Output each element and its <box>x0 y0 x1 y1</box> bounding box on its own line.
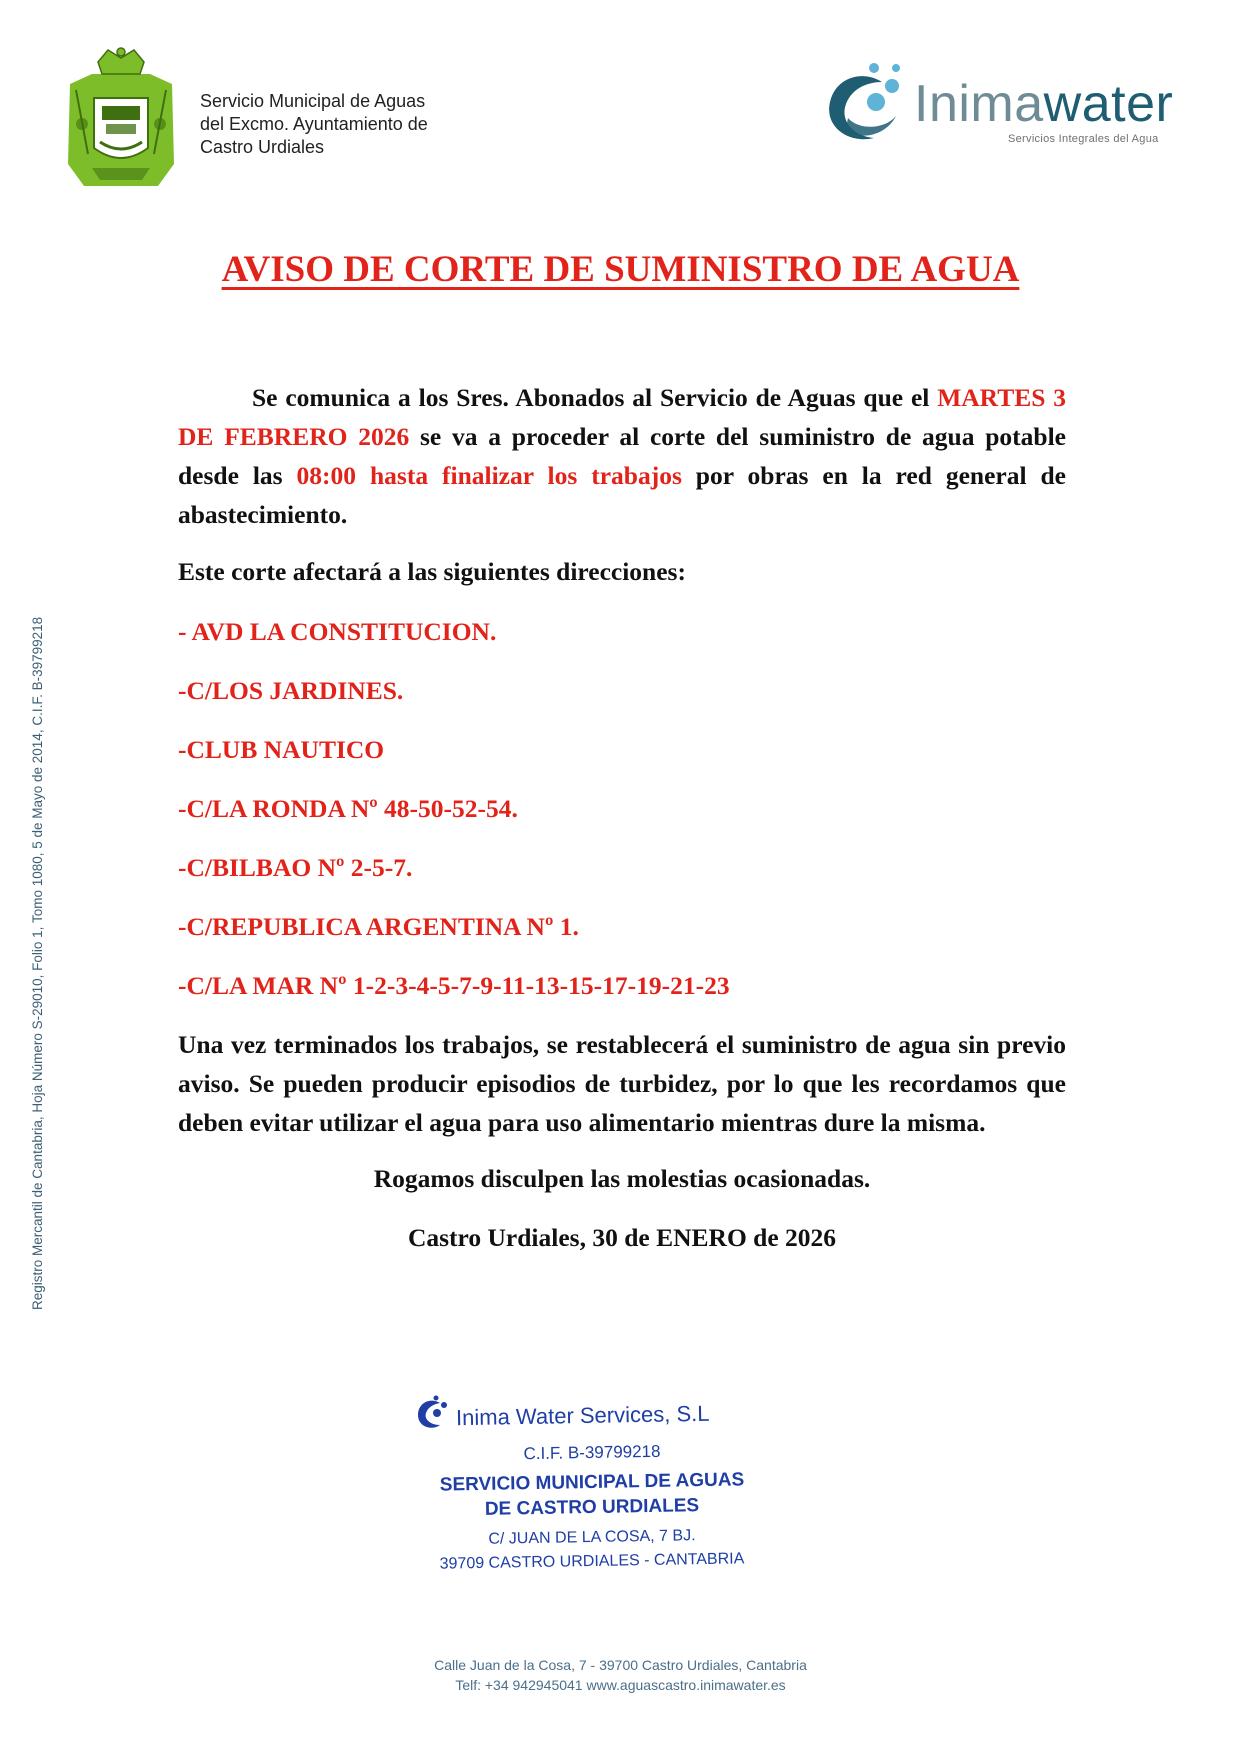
registry-info: Registro Mercantil de Cantabria, Hoja Número S-29010, Folio 1, Tomo 1080, 5 de Mayo de 2014, C.I.F. B-39799218 <box>30 616 45 1310</box>
municipality-line: del Excmo. Ayuntamiento de <box>200 114 428 134</box>
notice-title: AVISO DE CORTE DE SUMINISTRO DE AGUA <box>221 249 1020 290</box>
address-item: -C/LA MAR Nº 1-2-3-4-5-7-9-11-13-15-17-19-21-23 <box>178 971 730 1000</box>
stamp-cif: C.I.F. B-39799218 <box>523 1441 661 1464</box>
water-drop-icon <box>812 52 912 152</box>
apology-line: Rogamos disculpen las molestias ocasionadas. <box>373 1164 871 1193</box>
inimawater-logo <box>812 52 1192 152</box>
brand-name-part1: Inima <box>914 75 1044 133</box>
footer-address: Calle Juan de la Cosa, 7 - 39700 Castro Urdiales, Cantabria <box>434 1657 807 1673</box>
stamp-drop-icon <box>412 1393 452 1433</box>
municipality-line: Servicio Municipal de Aguas <box>200 91 426 111</box>
notice-body <box>178 378 1066 1277</box>
outage-time: 08:00 hasta finalizar los trabajos <box>296 461 682 490</box>
footer-contact: Telf: +34 942945041 www.aguascastro.inimawater.es <box>455 1677 786 1693</box>
address-item: -C/REPUBLICA ARGENTINA Nº 1. <box>178 912 579 941</box>
brand-name-part2: water <box>1043 75 1174 133</box>
announcement-text: Se comunica a los Sres. Abonados al Servicio de Aguas que el <box>252 383 938 412</box>
stamp-address: 39709 CASTRO URDIALES - CANTABRIA <box>439 1550 745 1573</box>
address-item: - AVD LA CONSTITUCION. <box>178 617 497 646</box>
company-stamp <box>412 1393 772 1593</box>
address-item: -C/BILBAO Nº 2-5-7. <box>178 853 413 882</box>
address-item: -CLUB NAUTICO <box>178 735 385 764</box>
stamp-address: C/ JUAN DE LA COSA, 7 BJ. <box>488 1527 696 1548</box>
affected-intro: Este corte afectará a las siguientes direcciones: <box>178 557 686 586</box>
stamp-service: SERVICIO MUNICIPAL DE AGUAS <box>439 1469 745 1496</box>
place-date: Castro Urdiales, 30 de ENERO de 2026 <box>407 1223 837 1252</box>
announcement-paragraph <box>178 378 1066 534</box>
closing-paragraph: Una vez terminados los trabajos, se restablecerá el suministro de agua sin previo aviso. Se pueden producir episodios de turbidez, por lo que les recordamos que deben evitar utilizar el agua para uso alimentario mientras dure la misma. <box>178 1030 1066 1137</box>
address-item: -C/LOS JARDINES. <box>178 676 404 705</box>
municipality-name <box>200 90 500 159</box>
announcement-text: por obras en la red general de abastecimiento. <box>178 461 1066 529</box>
announcement-text: se va a proceder al corte del suministro de agua potable desde las <box>178 422 1066 490</box>
address-item: -C/LA RONDA Nº 48-50-52-54. <box>178 794 518 823</box>
municipality-line: Castro Urdiales <box>200 137 325 157</box>
municipal-crest-logo <box>62 44 180 192</box>
stamp-service: DE CASTRO URDIALES <box>484 1495 700 1520</box>
brand-tagline: Servicios Integrales del Agua <box>1008 133 1159 145</box>
brand-name <box>914 75 1174 133</box>
outage-date: MARTES 3 DE FEBRERO 2026 <box>178 383 1066 451</box>
stamp-company: Inima Water Services, S.L <box>455 1400 710 1431</box>
